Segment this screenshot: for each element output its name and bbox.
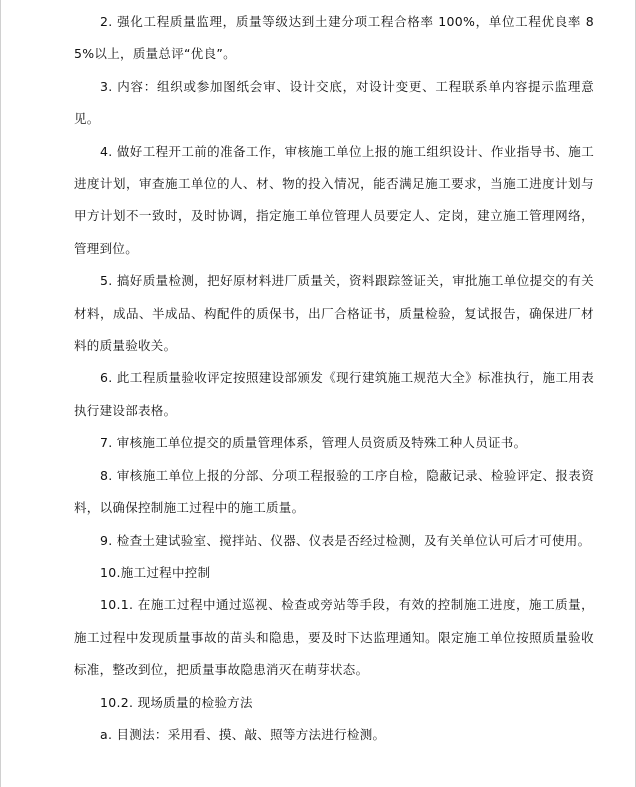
paragraph-item-9: 9. 检查土建试验室、搅拌站、仪器、仪表是否经过检测，及有关单位认可后才可使用。 bbox=[100, 532, 591, 548]
paragraph-item-4: 4. 做好工程开工前的准备工作，审核施工单位上报的施工组织设计、作业指导书、施工进度计划，审查施工单位的人、材、物的投入情况，能否满足施工要求，当施工进度计划与甲方计划不一致时，及时协调，指定施工单位管理人员要定人、定岗，建立施工管理网络，管理到位。 bbox=[74, 143, 594, 256]
paragraph-item-6: 6. 此工程质量验收评定按照建设部颁发《现行建筑施工规范大全》标准执行，施工用表执行建设部表格。 bbox=[74, 370, 594, 418]
paragraph-item-a: a. 目测法：采用看、摸、敲、照等方法进行检测。 bbox=[100, 726, 386, 742]
paragraph-item-2: 2. 强化工程质量监理，质量等级达到土建分项工程合格率 100%，单位工程优良率 85%以上，质量总评“优良”。 bbox=[74, 14, 594, 62]
paragraph-item-3: 3. 内容：组织或参加图纸会审、设计交底，对设计变更、工程联系单内容提示监理意见。 bbox=[74, 78, 594, 127]
page-left-edge bbox=[0, 0, 1, 787]
paragraph-item-8: 8. 审核施工单位上报的分部、分项工程报验的工序自检，隐蔽记录、检验评定、报表资料，以确保控制施工过程中的施工质量。 bbox=[74, 467, 594, 516]
section-heading-10: 10.施工过程中控制 bbox=[100, 564, 211, 580]
paragraph-item-10-1: 10.1. 在施工过程中通过巡视、检查或旁站等手段，有效的控制施工进度，施工质量，施工过程中发现质量事故的苗头和隐患，要及时下达监理通知。限定施工单位按照质量验收标准，整改到位，把质量事故隐患消灭在萌芽状态。 bbox=[74, 597, 594, 678]
paragraph-item-7: 7. 审核施工单位提交的质量管理体系，管理人员资质及特殊工种人员证书。 bbox=[100, 435, 527, 451]
document-body bbox=[74, 6, 594, 751]
subsection-heading-10-2: 10.2. 现场质量的检验方法 bbox=[100, 694, 253, 710]
paragraph-item-5: 5. 搞好质量检测，把好原材料进厂质量关，资料跟踪签证关，审批施工单位提交的有关材料，成品、半成品、构配件的质保书，出厂合格证书，质量检验，复试报告，确保进厂材料的质量验收关。 bbox=[74, 273, 594, 354]
